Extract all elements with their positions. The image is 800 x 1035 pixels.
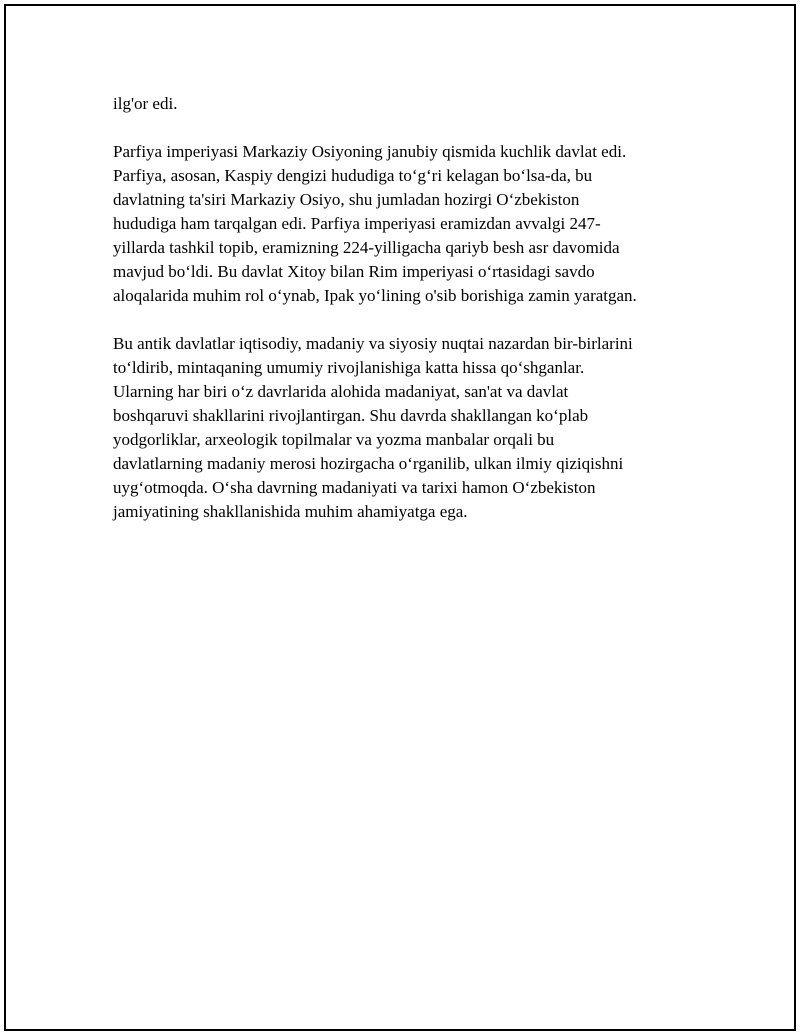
paragraph-3: Bu antik davlatlar iqtisodiy, madaniy va siyosiy nuqtai nazardan bir-birlarini to‘ldirib, mintaqaning umumiy rivojlanishiga katta hissa qo‘shganlar. Ularning har biri o‘z davrlarida alohida madaniyat, san'at va davlat boshqaruvi shakllarini rivojlantirgan. Shu davrda shakllangan ko‘plab yodgorliklar, arxeologik topilmalar va yozma manbalar orqali bu davlatlarning madaniy merosi hozirgacha o‘rganilib, ulkan ilmiy qiziqishni uyg‘otmoqda. O‘sha davrning madaniyati va tarixi hamon O‘zbekiston jamiyatining shakllanishida muhim ahamiyatga ega. bbox=[113, 334, 633, 521]
paragraph-1: ilg'or edi. bbox=[113, 94, 178, 113]
document-body bbox=[113, 92, 693, 548]
paragraph-2: Parfiya imperiyasi Markaziy Osiyoning janubiy qismida kuchlik davlat edi. Parfiya, asosan, Kaspiy dengizi hududiga to‘g‘ri kelagan bo‘lsa-da, bu davlatning ta'siri Markaziy Osiyo, shu jumladan hozirgi O‘zbekiston hududiga ham tarqalgan edi. Parfiya imperiyasi eramizdan avvalgi 247- yillarda tashkil topib, eramizning 224-yilligacha qariyb besh asr davomida mavjud bo‘ldi. Bu davlat Xitoy bilan Rim imperiyasi o‘rtasidagi savdo aloqalarida muhim rol o‘ynab, Ipak yo‘lining o'sib borishiga zamin yaratgan. bbox=[113, 142, 637, 305]
